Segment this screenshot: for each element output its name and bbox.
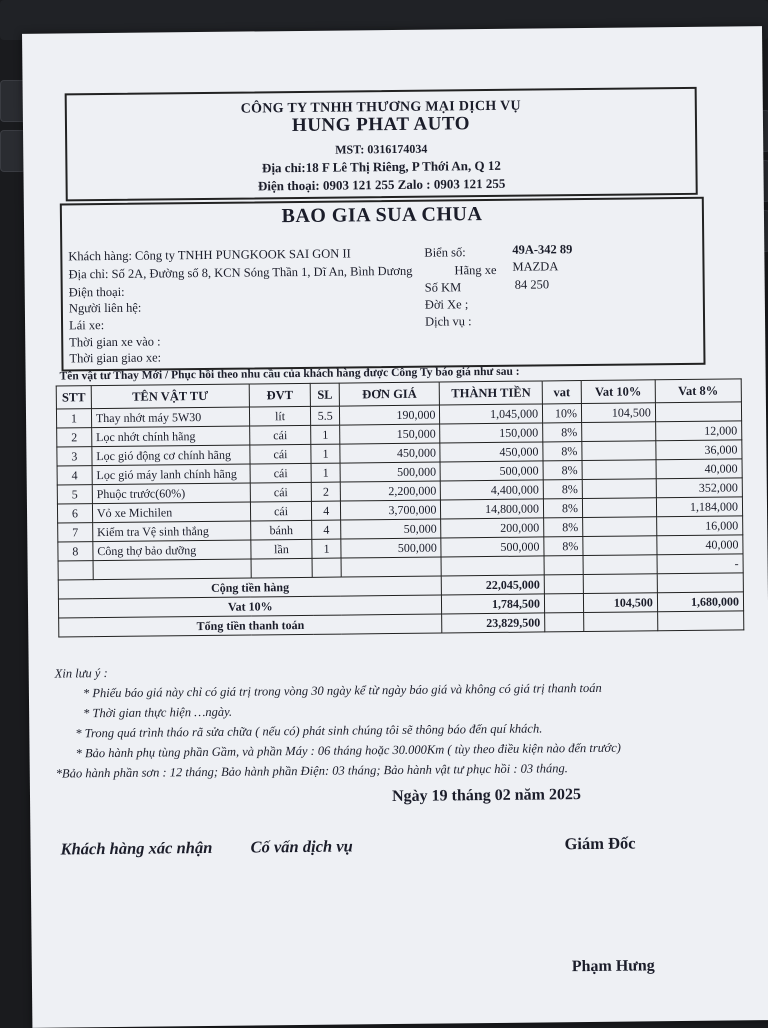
vat-label: Vat 10%: [58, 595, 442, 618]
customer-info-box: [60, 197, 706, 372]
cell-name: Kiểm tra Vệ sinh thắng: [93, 521, 251, 542]
cell-vat8: 40,000: [656, 459, 742, 479]
cell-vat: 8%: [543, 423, 582, 442]
col-header: Vat 10%: [581, 380, 655, 404]
col-header: TÊN VẬT TƯ: [91, 384, 249, 409]
company-line1: CÔNG TY TNHH THƯƠNG MẠI DỊCH VỤ: [240, 98, 522, 117]
empty-cell: [657, 611, 743, 631]
grand-total-label: Tổng tiền thanh toán: [59, 614, 443, 637]
quotation-paper: [22, 26, 768, 1028]
cell-price: 190,000: [339, 405, 440, 425]
cell-vat: 8%: [543, 461, 582, 480]
brand-value: MAZDA: [512, 259, 559, 274]
service-label: Dịch vụ :: [424, 314, 472, 329]
cell-unit: cái: [250, 463, 312, 483]
empty-cell: [657, 573, 743, 593]
cell-stt: 8: [58, 542, 93, 561]
cell-vat10: [582, 498, 656, 518]
cell-total: 4,400,000: [441, 480, 544, 500]
cell-price: [341, 557, 442, 577]
col-header: ĐVT: [249, 383, 311, 407]
note-item: * Bảo hành phụ tùng phần Gầm, và phần Máy : 06 tháng hoặc 30.000Km ( tùy theo điều kiện nào đến trước): [75, 740, 621, 761]
cell-vat: 8%: [543, 499, 582, 518]
cell-vat: 8%: [543, 442, 582, 461]
director-signature-label: Giám Đốc: [564, 833, 636, 854]
customer-address: Địa chỉ: Số 2A, Đường số 8, KCN Sóng Thần 1, Dĩ An, Bình Dương: [68, 263, 413, 282]
cell-vat: 8%: [543, 480, 582, 499]
cell-stt: 2: [57, 428, 92, 447]
cell-total: 500,000: [440, 461, 543, 481]
subtotal-value: 22,045,000: [442, 575, 545, 595]
cell-vat8: [655, 402, 741, 422]
cell-unit: lần: [251, 539, 313, 559]
cell-vat: [544, 556, 583, 575]
note-item: * Thời gian thực hiện …ngày.: [83, 704, 233, 721]
cell-vat8: 1,184,000: [656, 497, 742, 517]
note-item: * Trong quá trình tháo rã sửa chữa ( nếu có) phát sinh chúng tôi sẽ thông báo đến quí khách.: [75, 721, 543, 741]
cell-total: 500,000: [441, 537, 544, 557]
cell-total: 450,000: [440, 442, 543, 462]
col-header: THÀNH TIỀN: [440, 381, 543, 405]
cell-vat10: 104,500: [581, 403, 655, 423]
cell-name: Công thợ bảo dưỡng: [93, 540, 251, 561]
cell-vat: 8%: [544, 537, 583, 556]
customer-phone: Điện thoại:: [68, 284, 125, 300]
cell-price: 2,200,000: [340, 481, 441, 501]
note-item: *Bảo hành phần sơn : 12 tháng; Bảo hành phần Điện: 03 tháng; Bảo hành vật tư phục hồi : 03 tháng.: [55, 761, 568, 781]
cell-vat8: 40,000: [657, 535, 743, 555]
advisor-signature-label: Cố vấn dịch vụ: [250, 836, 353, 857]
cell-vat10: [582, 460, 656, 480]
cell-qty: 5.5: [311, 406, 340, 425]
vat-value: 1,784,500: [442, 594, 545, 614]
customer-name: Khách hàng: Công ty TNHH PUNGKOOK SAI GON II: [68, 246, 351, 264]
driver: Lái xe:: [69, 318, 105, 333]
subtotal-label: Cộng tiền hàng: [58, 576, 442, 599]
cell-qty: [312, 558, 341, 577]
empty-cell: [583, 574, 657, 594]
cell-vat10: [582, 441, 656, 461]
cell-total: [441, 556, 544, 576]
cell-unit: bánh: [250, 520, 312, 540]
cell-stt: 4: [57, 466, 92, 485]
cell-stt: 6: [57, 504, 92, 523]
cell-qty: 4: [312, 520, 341, 539]
contact-person: Người liên hệ:: [68, 300, 142, 316]
director-name: Phạm Hưng: [571, 957, 655, 976]
notes-section: [55, 658, 622, 784]
cell-name: Phuộc trước(60%): [92, 483, 250, 504]
cell-stt: [58, 561, 93, 580]
year-label: Đời Xe ;: [424, 297, 469, 312]
cell-unit: lít: [249, 406, 311, 426]
cell-name: [93, 559, 251, 580]
time-in: Thời gian xe vào :: [69, 334, 161, 350]
cell-unit: cái: [250, 444, 312, 464]
grand-total-value: 23,829,500: [442, 613, 545, 633]
plate-value: 49A-342 89: [512, 242, 573, 257]
cell-total: 200,000: [441, 518, 544, 538]
cell-unit: cái: [249, 425, 311, 445]
cell-qty: 1: [312, 539, 341, 558]
cell-vat8: 352,000: [656, 478, 742, 498]
cell-vat8: -: [657, 554, 743, 574]
cell-price: 500,000: [340, 462, 441, 482]
km-label: Số KM: [424, 280, 462, 295]
company-address: Địa chỉ:18 F Lê Thị Riêng, P Thới An, Q 12: [261, 157, 501, 176]
empty-cell: [544, 575, 583, 594]
cell-total: 150,000: [440, 423, 543, 443]
plate-label: Biển số:: [424, 245, 466, 260]
cell-price: 3,700,000: [340, 500, 441, 520]
col-header: STT: [56, 386, 91, 409]
cell-total: 14,800,000: [441, 499, 544, 519]
cell-vat: 10%: [542, 404, 581, 423]
km-value: 84 250: [514, 277, 550, 292]
company-name: HUNG PHAT AUTO: [291, 113, 471, 137]
cell-vat10: [583, 555, 657, 575]
cell-price: 150,000: [340, 424, 441, 444]
cell-name: Lọc gió máy lanh chính hãng: [92, 464, 250, 485]
cell-vat8: 16,000: [656, 516, 742, 536]
cell-unit: cái: [250, 501, 312, 521]
company-phone: Điện thoại: 0903 121 255 Zalo : 0903 121 255: [257, 175, 506, 194]
cell-unit: [251, 558, 313, 578]
cell-qty: 2: [312, 482, 341, 501]
cell-price: 450,000: [340, 443, 441, 463]
items-table: [56, 378, 745, 637]
cell-name: Lọc gió động cơ chính hãng: [92, 445, 250, 466]
vat8-sum: 1,680,000: [657, 592, 743, 612]
cell-vat8: 12,000: [655, 421, 741, 441]
note-item: * Phiếu báo giá này chỉ có giá trị trong vòng 30 ngày kể từ ngày báo giá và không có giá trị thanh toán: [82, 680, 602, 701]
vat10-sum: 104,500: [583, 593, 657, 613]
col-header: vat: [542, 381, 581, 404]
cell-qty: 1: [311, 463, 340, 482]
col-header: Vat 8%: [655, 379, 741, 403]
col-header: SL: [310, 383, 339, 406]
empty-cell: [584, 612, 658, 632]
quote-intro: Tên vật tư Thay Mới / Phục hồi theo nhu cầu của khách hàng được Công Ty báo giá như sau :: [59, 365, 520, 383]
brand-label: Hãng xe: [454, 262, 497, 278]
quote-title: BAO GIA SUA CHUA: [281, 203, 483, 228]
cell-qty: 1: [311, 425, 340, 444]
cell-vat8: 36,000: [656, 440, 742, 460]
cell-name: Thay nhớt máy 5W30: [91, 407, 249, 428]
cell-price: 500,000: [341, 538, 442, 558]
customer-signature-label: Khách hàng xác nhận: [60, 837, 213, 859]
cell-vat: 8%: [544, 518, 583, 537]
cell-stt: 1: [56, 409, 91, 428]
company-tax-id: MST: 0316174034: [335, 141, 428, 157]
empty-cell: [544, 594, 583, 613]
cell-stt: 5: [57, 485, 92, 504]
cell-name: Vỏ xe Michilen: [92, 502, 250, 523]
notes-title: Xin lưu ý :: [54, 666, 108, 681]
cell-price: 50,000: [341, 519, 442, 539]
company-header: [65, 87, 698, 202]
cell-stt: 3: [57, 447, 92, 466]
cell-vat10: [582, 479, 656, 499]
cell-stt: 7: [58, 523, 93, 542]
cell-vat10: [582, 422, 656, 442]
cell-total: 1,045,000: [440, 404, 543, 424]
cell-unit: cái: [250, 482, 312, 502]
empty-cell: [545, 613, 584, 632]
col-header: ĐƠN GIÁ: [339, 382, 440, 406]
cell-vat10: [583, 536, 657, 556]
cell-qty: 4: [312, 501, 341, 520]
cell-name: Lọc nhớt chính hãng: [92, 426, 250, 447]
cell-qty: 1: [311, 444, 340, 463]
cell-vat10: [583, 517, 657, 537]
time-out: Thời gian giao xe:: [69, 350, 162, 366]
quote-date: Ngày 19 tháng 02 năm 2025: [391, 786, 582, 806]
